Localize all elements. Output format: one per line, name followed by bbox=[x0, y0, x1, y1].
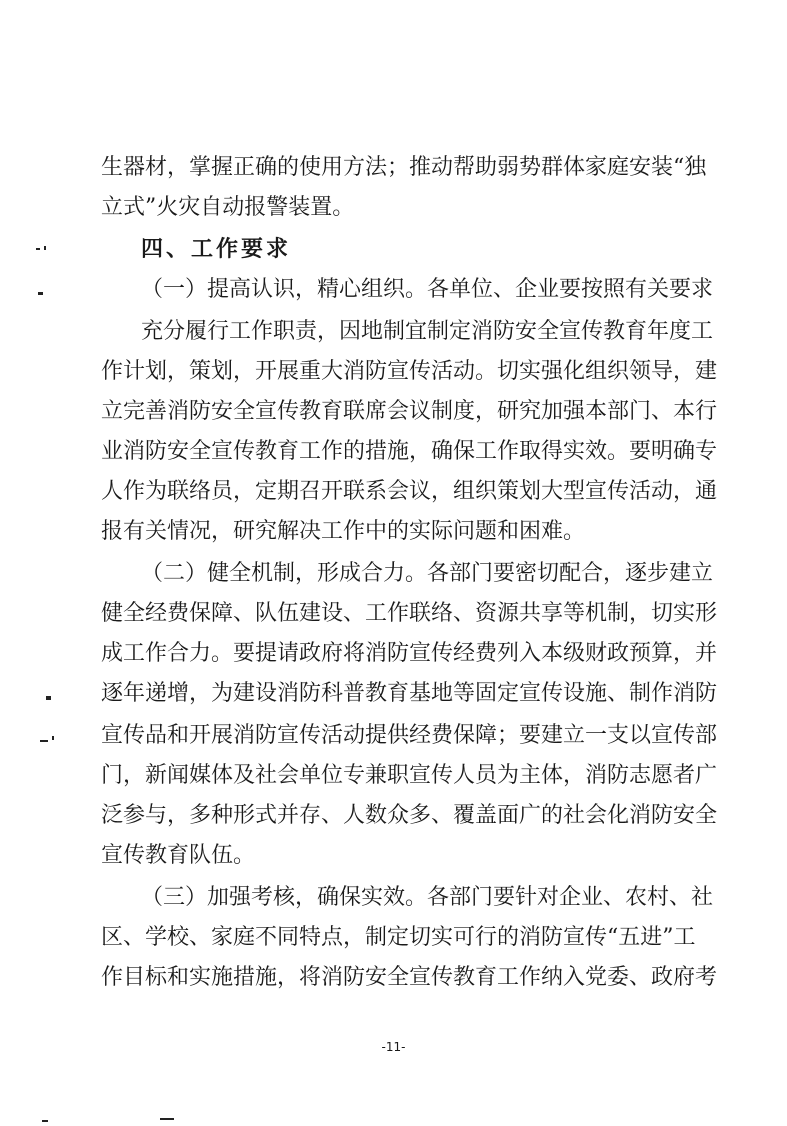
text-line: 作计划，策划，开展重大消防宣传活动。切实强化组织领导，建 bbox=[101, 359, 718, 384]
scan-artifact bbox=[36, 248, 40, 250]
text-line: （三）加强考核，确保实效。各部门要针对企业、农村、社 bbox=[141, 885, 714, 910]
text-line: 立完善消防安全宣传教育联席会议制度，研究加强本部门、本行 bbox=[101, 399, 718, 424]
text-line: 宣传教育队伍。 bbox=[101, 843, 256, 868]
scan-artifact bbox=[160, 1118, 174, 1120]
text-line: 门，新闻媒体及社会单位专兼职宣传人员为主体，消防志愿者广 bbox=[101, 763, 718, 788]
scan-artifact bbox=[52, 736, 54, 740]
text-line: 逐年递增，为建设消防科普教育基地等固定宣传设施、制作消防 bbox=[101, 681, 718, 706]
text-line: 业消防安全宣传教育工作的措施，确保工作取得实效。要明确专 bbox=[101, 439, 718, 464]
text-line: 泛参与，多种形式并存、人数众多、覆盖面广的社会化消防安全 bbox=[101, 803, 718, 828]
scan-artifact bbox=[42, 1120, 48, 1122]
text-line: 人作为联络员，定期召开联系会议，组织策划大型宣传活动，通 bbox=[101, 479, 718, 504]
scan-artifact bbox=[40, 740, 48, 742]
text-line: 充分履行工作职责，因地制宜制定消防安全宣传教育年度工 bbox=[141, 319, 714, 344]
text-line: 宣传品和开展消防宣传活动提供经费保障；要建立一支以宣传部 bbox=[101, 723, 718, 748]
text-line: （一）提高认识，精心组织。各单位、企业要按照有关要求 bbox=[141, 277, 714, 302]
scan-artifact bbox=[44, 246, 46, 250]
section-heading: 四、工作要求 bbox=[141, 237, 292, 262]
page-number: -11- bbox=[381, 1040, 406, 1054]
text-line: 健全经费保障、队伍建设、工作联络、资源共享等机制，切实形 bbox=[101, 601, 718, 626]
scan-artifact bbox=[46, 696, 51, 700]
text-line: 报有关情况，研究解决工作中的实际问题和困难。 bbox=[101, 519, 586, 544]
text-line: 立式”火灾自动报警装置。 bbox=[101, 195, 355, 220]
text-line: 成工作合力。要提请政府将消防宣传经费列入本级财政预算，并 bbox=[101, 641, 718, 666]
text-line: 区、学校、家庭不同特点，制定切实可行的消防宣传“五进”工 bbox=[101, 925, 696, 950]
text-line: （二）健全机制，形成合力。各部门要密切配合，逐步建立 bbox=[141, 561, 714, 586]
scan-artifact bbox=[38, 292, 43, 295]
text-line: 作目标和实施措施，将消防安全宣传教育工作纳入党委、政府考 bbox=[101, 965, 718, 990]
text-line: 生器材，掌握正确的使用方法；推动帮助弱势群体家庭安装“独 bbox=[101, 155, 707, 180]
